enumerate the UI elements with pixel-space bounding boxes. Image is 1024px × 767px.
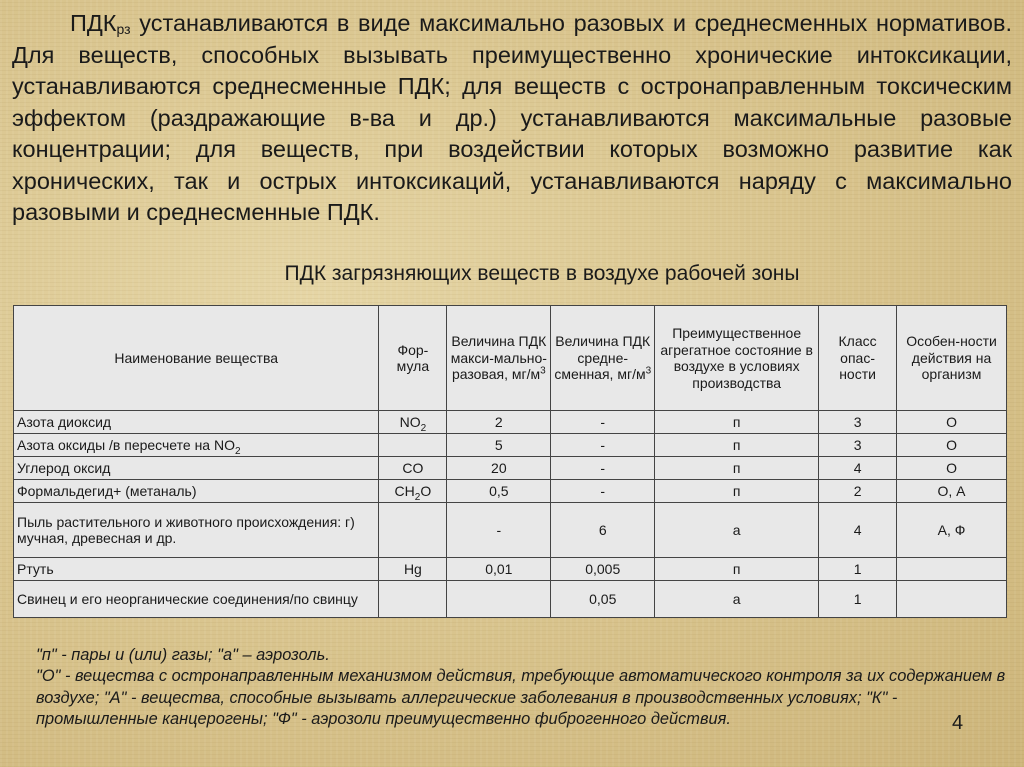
cell-formula bbox=[379, 503, 447, 558]
table-row bbox=[14, 581, 1007, 618]
cell-state: п bbox=[655, 480, 819, 503]
header-shift-avg-text: Величина ПДК средне-сменная, мг/м bbox=[554, 333, 651, 383]
cell-formula bbox=[379, 411, 447, 434]
pdk-lead-symbol: ПДК bbox=[70, 10, 117, 36]
cell-state: п bbox=[655, 411, 819, 434]
cell-max-single: - bbox=[447, 503, 551, 558]
cell-formula-text: CO bbox=[402, 460, 424, 476]
cell-effect bbox=[897, 581, 1007, 618]
cell-name-text: Ртуть bbox=[17, 561, 54, 577]
cell-effect: О bbox=[897, 411, 1007, 434]
cell-state: а bbox=[655, 503, 819, 558]
cell-hazard-class: 3 bbox=[819, 411, 897, 434]
cell-name-text: Пыль растительного и животного происхождения: г) мучная, древесная и др. bbox=[17, 514, 355, 546]
header-shift-avg bbox=[551, 306, 655, 411]
cell-effect: А, Ф bbox=[897, 503, 1007, 558]
cell-name bbox=[14, 558, 379, 581]
pdk-table bbox=[13, 305, 1007, 618]
cell-effect: О, А bbox=[897, 480, 1007, 503]
cell-hazard-class: 3 bbox=[819, 434, 897, 457]
cell-name-text: Углерод оксид bbox=[17, 460, 111, 476]
cell-max-single: 20 bbox=[447, 457, 551, 480]
cell-formula bbox=[379, 581, 447, 618]
cell-name bbox=[14, 581, 379, 618]
cell-name bbox=[14, 411, 379, 434]
cell-effect: О bbox=[897, 457, 1007, 480]
cell-formula bbox=[379, 434, 447, 457]
table-row bbox=[14, 480, 1007, 503]
intro-text: устанавливаются в виде максимально разовых и среднесменных нормативов. Для веществ, способных вызывать преимущественно хронические интоксикации, устанавливаются среднесменные ПДК; для веществ с остронаправленным токсическим эффектом (раздражающие в-ва и др.) устанавливаются максимальные разовые концентрации; для веществ, при воздействии которых возможно развитие как хронических, так и острых интоксикаций, устанавливаются наряду с максимально разовыми и среднесменные ПДК. bbox=[12, 10, 1012, 225]
footnote bbox=[36, 645, 1006, 730]
header-max-single-sup: 3 bbox=[540, 365, 546, 377]
cell-name bbox=[14, 503, 379, 558]
intro-paragraph bbox=[12, 8, 1012, 229]
cell-hazard-class: 4 bbox=[819, 503, 897, 558]
cell-name bbox=[14, 434, 379, 457]
header-name: Наименование вещества bbox=[14, 306, 379, 411]
cell-formula bbox=[379, 480, 447, 503]
cell-shift-avg: - bbox=[551, 434, 655, 457]
header-formula: Фор-мула bbox=[379, 306, 447, 411]
cell-shift-avg: 0,05 bbox=[551, 581, 655, 618]
footnote-line-2: "О" - вещества с остронаправленным механизмом действия, требующие автоматического контроля за их содержанием в воздухе; "А" - вещества, способные вызывать аллергические заболевания в производственных условиях; "К" - промышленные канцерогены; "Ф" - аэрозоли преимущественно фиброгенного действия. bbox=[36, 667, 1006, 728]
cell-formula-tail: O bbox=[420, 483, 432, 499]
cell-shift-avg: - bbox=[551, 411, 655, 434]
header-state: Преимущественное агрегатное состояние в воздухе в условиях производства bbox=[655, 306, 819, 411]
cell-formula bbox=[379, 457, 447, 480]
table-row bbox=[14, 503, 1007, 558]
cell-shift-avg: - bbox=[551, 457, 655, 480]
cell-name-sub: 2 bbox=[234, 445, 241, 457]
header-max-single-text: Величина ПДК макси-мально-разовая, мг/м bbox=[450, 333, 547, 383]
cell-effect bbox=[897, 558, 1007, 581]
cell-hazard-class: 1 bbox=[819, 581, 897, 618]
cell-name-text: Свинец и его неорганические соединения/по свинцу bbox=[17, 591, 358, 607]
cell-formula-text: NO bbox=[399, 414, 421, 430]
cell-state: п bbox=[655, 558, 819, 581]
table-row bbox=[14, 434, 1007, 457]
page-number: 4 bbox=[952, 712, 964, 734]
header-hazard-class: Класс опас-ности bbox=[819, 306, 897, 411]
footnote-line-1: "п" - пары и (или) газы; "а" – аэрозоль. bbox=[36, 646, 330, 664]
cell-max-single: 2 bbox=[447, 411, 551, 434]
table-title: ПДК загрязняющих веществ в воздухе рабочей зоны bbox=[284, 262, 800, 285]
cell-hazard-class: 2 bbox=[819, 480, 897, 503]
cell-name bbox=[14, 480, 379, 503]
header-max-single bbox=[447, 306, 551, 411]
cell-name-text: Формальдегид+ (метаналь) bbox=[17, 483, 197, 499]
table-row bbox=[14, 411, 1007, 434]
cell-shift-avg: 6 bbox=[551, 503, 655, 558]
cell-state: п bbox=[655, 457, 819, 480]
cell-hazard-class: 1 bbox=[819, 558, 897, 581]
cell-name-text: Азота оксиды /в пересчете на NO bbox=[17, 437, 235, 453]
cell-max-single: 5 bbox=[447, 434, 551, 457]
cell-formula-text: Hg bbox=[403, 561, 422, 577]
cell-max-single bbox=[447, 581, 551, 618]
cell-formula-sub: 2 bbox=[414, 491, 421, 503]
cell-shift-avg: - bbox=[551, 480, 655, 503]
header-effect: Особен-ности действия на организм bbox=[897, 306, 1007, 411]
cell-formula-sub: 2 bbox=[420, 422, 427, 434]
header-shift-avg-sup: 3 bbox=[645, 365, 652, 377]
table-row bbox=[14, 457, 1007, 480]
cell-state: а bbox=[655, 581, 819, 618]
cell-name bbox=[14, 457, 379, 480]
cell-effect: О bbox=[897, 434, 1007, 457]
table-row bbox=[14, 558, 1007, 581]
cell-max-single: 0,5 bbox=[447, 480, 551, 503]
cell-max-single: 0,01 bbox=[447, 558, 551, 581]
pdk-lead-subscript: рз bbox=[116, 21, 131, 37]
cell-formula-text: CH bbox=[394, 483, 415, 499]
cell-hazard-class: 4 bbox=[819, 457, 897, 480]
cell-shift-avg: 0,005 bbox=[551, 558, 655, 581]
cell-formula bbox=[379, 558, 447, 581]
cell-state: п bbox=[655, 434, 819, 457]
cell-name-text: Азота диоксид bbox=[17, 414, 112, 430]
table-header-row bbox=[14, 306, 1007, 411]
